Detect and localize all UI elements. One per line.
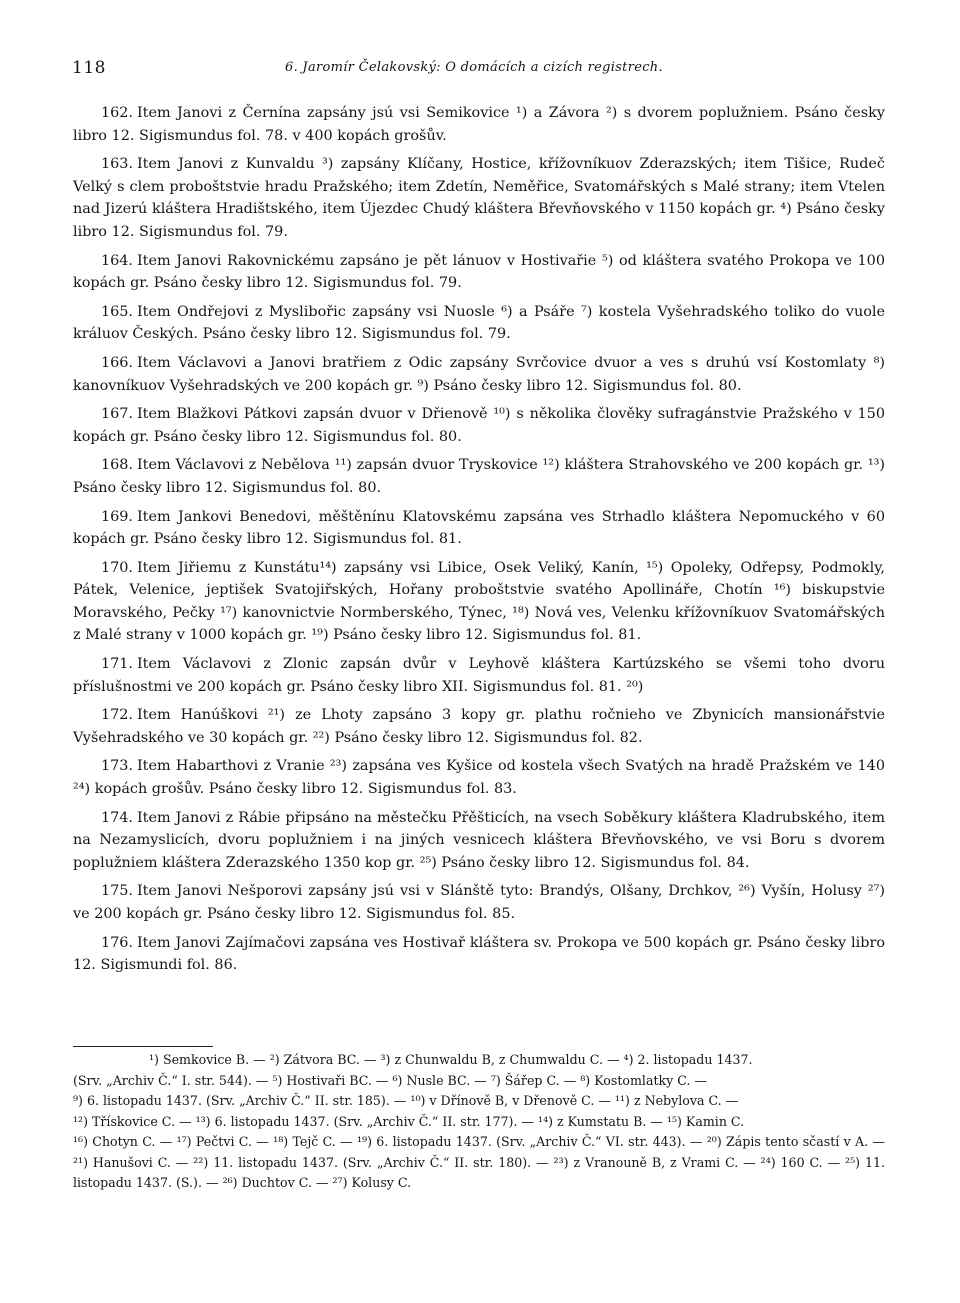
footnote-line: ⁹) 6. listopadu 1437. (Srv. „Archiv Č.“ II. str. 185). — ¹⁰) v Dřínově B, v Dřenově C. — ¹¹) z Nebylova C. — bbox=[73, 1093, 739, 1108]
entry-number: 168. bbox=[100, 457, 133, 474]
entry-number: 166. bbox=[100, 354, 133, 371]
entry-text: Item Václavovi z Nebělova ¹¹) zapsán dvuor Tryskovice ¹²) kláštera Strahovského ve 200 kopách gr. ¹³) Psáno česky libro 12. Sigismundus fol. 80. bbox=[73, 457, 885, 496]
page-number: 118 bbox=[72, 58, 106, 78]
entry-170 bbox=[73, 557, 885, 647]
entry-172 bbox=[73, 704, 885, 749]
entry-number: 169. bbox=[100, 508, 133, 525]
entry-168 bbox=[73, 454, 885, 499]
entry-text: Item Hanúškovi ²¹) ze Lhoty zapsáno 3 kopy gr. plathu ročnieho ve Zbynicích mansionářstvie Vyšehradského ve 30 kopách gr. ²²) Psáno česky libro 12. Sigismundus fol. 82. bbox=[73, 707, 885, 746]
footnote-line: ¹²) Třískovice C. — ¹³) 6. listopadu 1437. (Srv. „Archiv Č.“ II. str. 177). — ¹⁴) z Kumstatu B. — ¹⁵) Kamin C. bbox=[73, 1113, 745, 1129]
entry-number: 172. bbox=[100, 707, 133, 724]
entry-173 bbox=[73, 755, 885, 800]
entry-164 bbox=[73, 250, 885, 295]
entry-text: Item Jankovi Benedovi, měštěnínu Klatovskému zapsána ves Strhadlo kláštera Nepomuckého v 60 kopách gr. Psáno česky libro 12. Sigismundus fol. 81. bbox=[73, 508, 885, 548]
entry-167 bbox=[73, 403, 885, 448]
entry-text: Item Václavovi a Janovi bratřiem z Odic zapsány Svrčovice dvuor a ves s druhú vsí Kostomlaty ⁸) kanovníkuov Vyšehradských ve 200 kopách gr. ⁹) Psáno česky libro 12. Sigismundus fol. 80. bbox=[73, 354, 885, 394]
running-head: 6. Jaromír Čelakovský: O domácích a cizích registrech. bbox=[285, 60, 663, 75]
entry-text: Item Janovi Rakovnickému zapsáno je pět lánuov v Hostivařie ⁵) od kláštera svatého Prokopa ve 100 kopách gr. Psáno česky libro 12. Sigismundus fol. 79. bbox=[73, 252, 885, 292]
footnote-line: (Srv. „Archiv Č.“ I. str. 544). — ⁵) Hostivaři BC. — ⁶) Nusle BC. — ⁷) Šářep C. — ⁸) Kostomlatky C. — bbox=[73, 1072, 708, 1088]
body-text bbox=[73, 102, 885, 983]
footnote-divider bbox=[73, 1046, 213, 1047]
entry-165 bbox=[73, 301, 885, 346]
entry-text: Item Janovi Zajímačovi zapsána ves Hostivař kláštera sv. Prokopa ve 500 kopách gr. Psáno česky libro 12. Sigismundi fol. 86. bbox=[73, 934, 885, 974]
entry-176 bbox=[73, 932, 885, 977]
entry-text: Item Václavovi z Zlonic zapsán dvůr v Leyhově kláštera Kartúzského se všemi toho dvoru příslušnostmi ve 200 kopách gr. Psáno česky libro XII. Sigismundus fol. 81. ²⁰) bbox=[73, 656, 885, 695]
entry-number: 164. bbox=[100, 252, 133, 269]
entry-text: Item Janovi z Černína zapsány jsú vsi Semikovice ¹) a Závora ²) s dvorem poplužniem. Psáno česky libro 12. Sigismundus fol. 78. v 400 kopách grošův. bbox=[73, 105, 885, 144]
entry-175 bbox=[73, 880, 885, 925]
entry-163 bbox=[73, 153, 885, 243]
footnote-line: ¹⁶) Chotyn C. — ¹⁷) Pečtvi C. — ¹⁸) Tejč C. — ¹⁹) 6. listopadu 1437. (Srv. „Archiv Č.“ VI. str. 443). — ²⁰) Zápis tento sčastí v A. — ²¹) Hanušovi C. — ²²) 11. listopadu 1437. (Srv. „Archiv Č.“ II. str. 180). — ²³) z Vranouně B, z Vrami C. — ²⁴) 160 C. — ²⁵) 11. listopadu 1437. (S.). — ²⁶) Duchtov C. — ²⁷) Kolusy C. bbox=[73, 1134, 885, 1190]
entry-text: Item Jiřiemu z Kunstátu¹⁴) zapsány vsi Libice, Osek Veliký, Kanín, ¹⁵) Opoleky, Odřepsy, Podmokly, Pátek, Velenice, jeptišek Svatojiřských, Hořany proboštstvie svatého Apollináře, Chotín ¹⁶) biskupstvie Moravského, Pečky ¹⁷) kanovnictvie Normberského, Týnec, ¹⁸) Nová ves, Velenku křížovníkuov Svatomářských z Malé strany v 1000 kopách gr. ¹⁹) Psáno česky libro 12. Sigismundus fol. 81. bbox=[73, 559, 885, 644]
entry-169 bbox=[73, 506, 885, 551]
footnotes bbox=[73, 1050, 885, 1194]
entry-text: Item Janovi Nešporovi zapsány jsú vsi v Slánště tyto: Brandýs, Olšany, Drchkov, ²⁶) Vyšín, Holusy ²⁷) ve 200 kopách gr. Psáno česky libro 12. Sigismundus fol. 85. bbox=[73, 883, 885, 922]
entry-text: Item Janovi z Rábie připsáno na městečku Přěšticích, na vsech Soběkury kláštera Kladrubského, item na Nezamyslicích, dvoru poplužniem i na jiných vesnicech kláštera Břevňovského, ve vsi Boru s dvorem poplužniem kláštera Zderazského 1350 kop gr. ²⁵) Psáno česky libro 12. Sigismundus fol. 84. bbox=[73, 809, 885, 871]
entry-number: 167. bbox=[100, 406, 133, 423]
entry-171 bbox=[73, 653, 885, 698]
entry-number: 176. bbox=[100, 934, 133, 951]
footnote-line: ¹) Semkovice B. — ²) Zátvora BC. — ³) z Chunwaldu B, z Chumwaldu C. — ⁴) 2. listopadu 1437. bbox=[149, 1052, 753, 1067]
entry-number: 171. bbox=[100, 656, 133, 673]
entry-text: Item Habarthovi z Vranie ²³) zapsána ves Kyšice od kostela všech Svatých na hradě Pražském ve 140 ²⁴) kopách grošův. Psáno česky libro 12. Sigismundus fol. 83. bbox=[73, 758, 885, 798]
entry-text: Item Janovi z Kunvaldu ³) zapsány Klíčany, Hostice, křížovníkuov Zderazských; item Tišice, Rudeč Velký s clem proboštstvie hradu Pražského; item Zdetín, Neměřice, Svatomářských s Malé strany; item Vtelen nad Jizerú kláštera Hradištského, item Újezdec Chudý kláštera Břevňovského v 1150 kopách gr. ⁴) Psáno česky libro 12. Sigismundus fol. 79. bbox=[73, 156, 885, 240]
entry-number: 162. bbox=[100, 105, 133, 121]
entry-number: 175. bbox=[100, 883, 133, 900]
entry-number: 170. bbox=[100, 559, 133, 576]
entry-number: 165. bbox=[100, 303, 133, 320]
entry-number: 173. bbox=[100, 758, 133, 775]
entry-162 bbox=[73, 102, 885, 147]
entry-number: 174. bbox=[100, 809, 133, 826]
entry-text: Item Blažkovi Pátkovi zapsán dvuor v Dřienově ¹⁰) s několika člověky sufragánstvie Pražského v 150 kopách gr. Psáno česky libro 12. Sigismundus fol. 80. bbox=[73, 406, 885, 445]
entry-174 bbox=[73, 807, 885, 875]
entry-166 bbox=[73, 352, 885, 397]
entry-number: 163. bbox=[100, 156, 133, 173]
entry-text: Item Ondřejovi z Myslibořic zapsány vsi Nuosle ⁶) a Psáře ⁷) kostela Vyšehradského toliko do vuole králuov Českých. Psáno česky libro 12. Sigismundus fol. 79. bbox=[73, 303, 885, 343]
